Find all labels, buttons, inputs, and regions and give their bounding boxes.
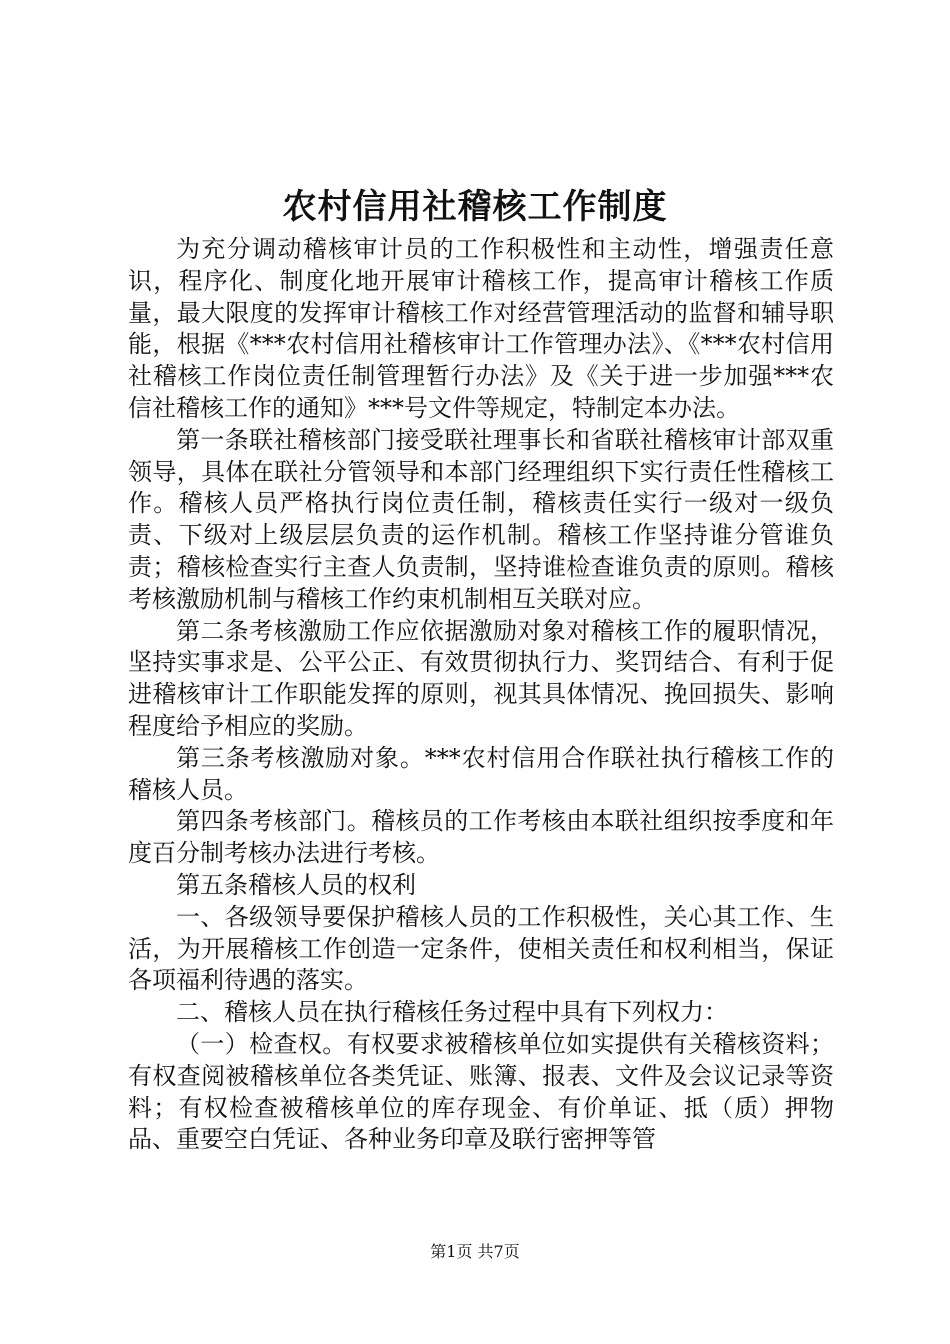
paragraph-article-5-item-1: 一、各级领导要保护稽核人员的工作积极性，关心其工作、生活，为开展稽核工作创造一定条件，使相关责任和权利相当，保证各项福利待遇的落实。 bbox=[128, 902, 834, 995]
paragraph-article-1: 第一条联社稽核部门接受联社理事长和省联社稽核审计部双重领导，具体在联社分管领导和本部门经理组织下实行责任性稽核工作。稽核人员严格执行岗位责任制，稽核责任实行一级对一级负责、下级对上级层层负责的运作机制。稽核工作坚持谁分管谁负责；稽核检查实行主查人负责制，坚持谁检查谁负责的原则。稽核考核激励机制与稽核工作约束机制相互关联对应。 bbox=[128, 425, 834, 613]
paragraph-article-5-item-2: 二、稽核人员在执行稽核任务过程中具有下列权力： bbox=[176, 998, 728, 1027]
paragraph-article-2: 第二条考核激励工作应依据激励对象对稽核工作的履职情况，坚持实事求是、公平公正、有效贯彻执行力、奖罚结合、有利于促进稽核审计工作职能发挥的原则，视其具体情况、挽回损失、影响程度给予相应的奖励。 bbox=[128, 616, 834, 740]
document-title: 农村信用社稽核工作制度 bbox=[282, 187, 668, 227]
paragraph-article-4: 第四条考核部门。稽核员的工作考核由本联社组织按季度和年度百分制考核办法进行考核。 bbox=[128, 807, 834, 868]
document-body bbox=[128, 234, 834, 1156]
paragraph-article-5-heading: 第五条稽核人员的权利 bbox=[176, 870, 416, 899]
paragraph-inspection-right: （一）检查权。有权要求被稽核单位如实提供有关稽核资料；有权查阅被稽核单位各类凭证、账簿、报表、文件及会议记录等资料；有权检查被稽核单位的库存现金、有价单证、抵（质）押物品、重要空白凭证、各种业务印章及联行密押等管 bbox=[128, 1029, 834, 1154]
paragraph-intro: 为充分调动稽核审计员的工作积极性和主动性，增强责任意识，程序化、制度化地开展审计稽核工作，提高审计稽核工作质量，最大限度的发挥审计稽核工作对经营管理活动的监督和辅导职能，根据《***农村信用社稽核审计工作管理办法》、《***农村信用社稽核工作岗位责任制管理暂行办法》及《关于进一步加强***农信社稽核工作的通知》***号文件等规定，特制定本办法。 bbox=[128, 235, 834, 422]
page-footer: 第1页 共7页 bbox=[430, 1242, 520, 1261]
paragraph-article-3: 第三条考核激励对象。***农村信用合作联社执行稽核工作的稽核人员。 bbox=[128, 743, 834, 804]
